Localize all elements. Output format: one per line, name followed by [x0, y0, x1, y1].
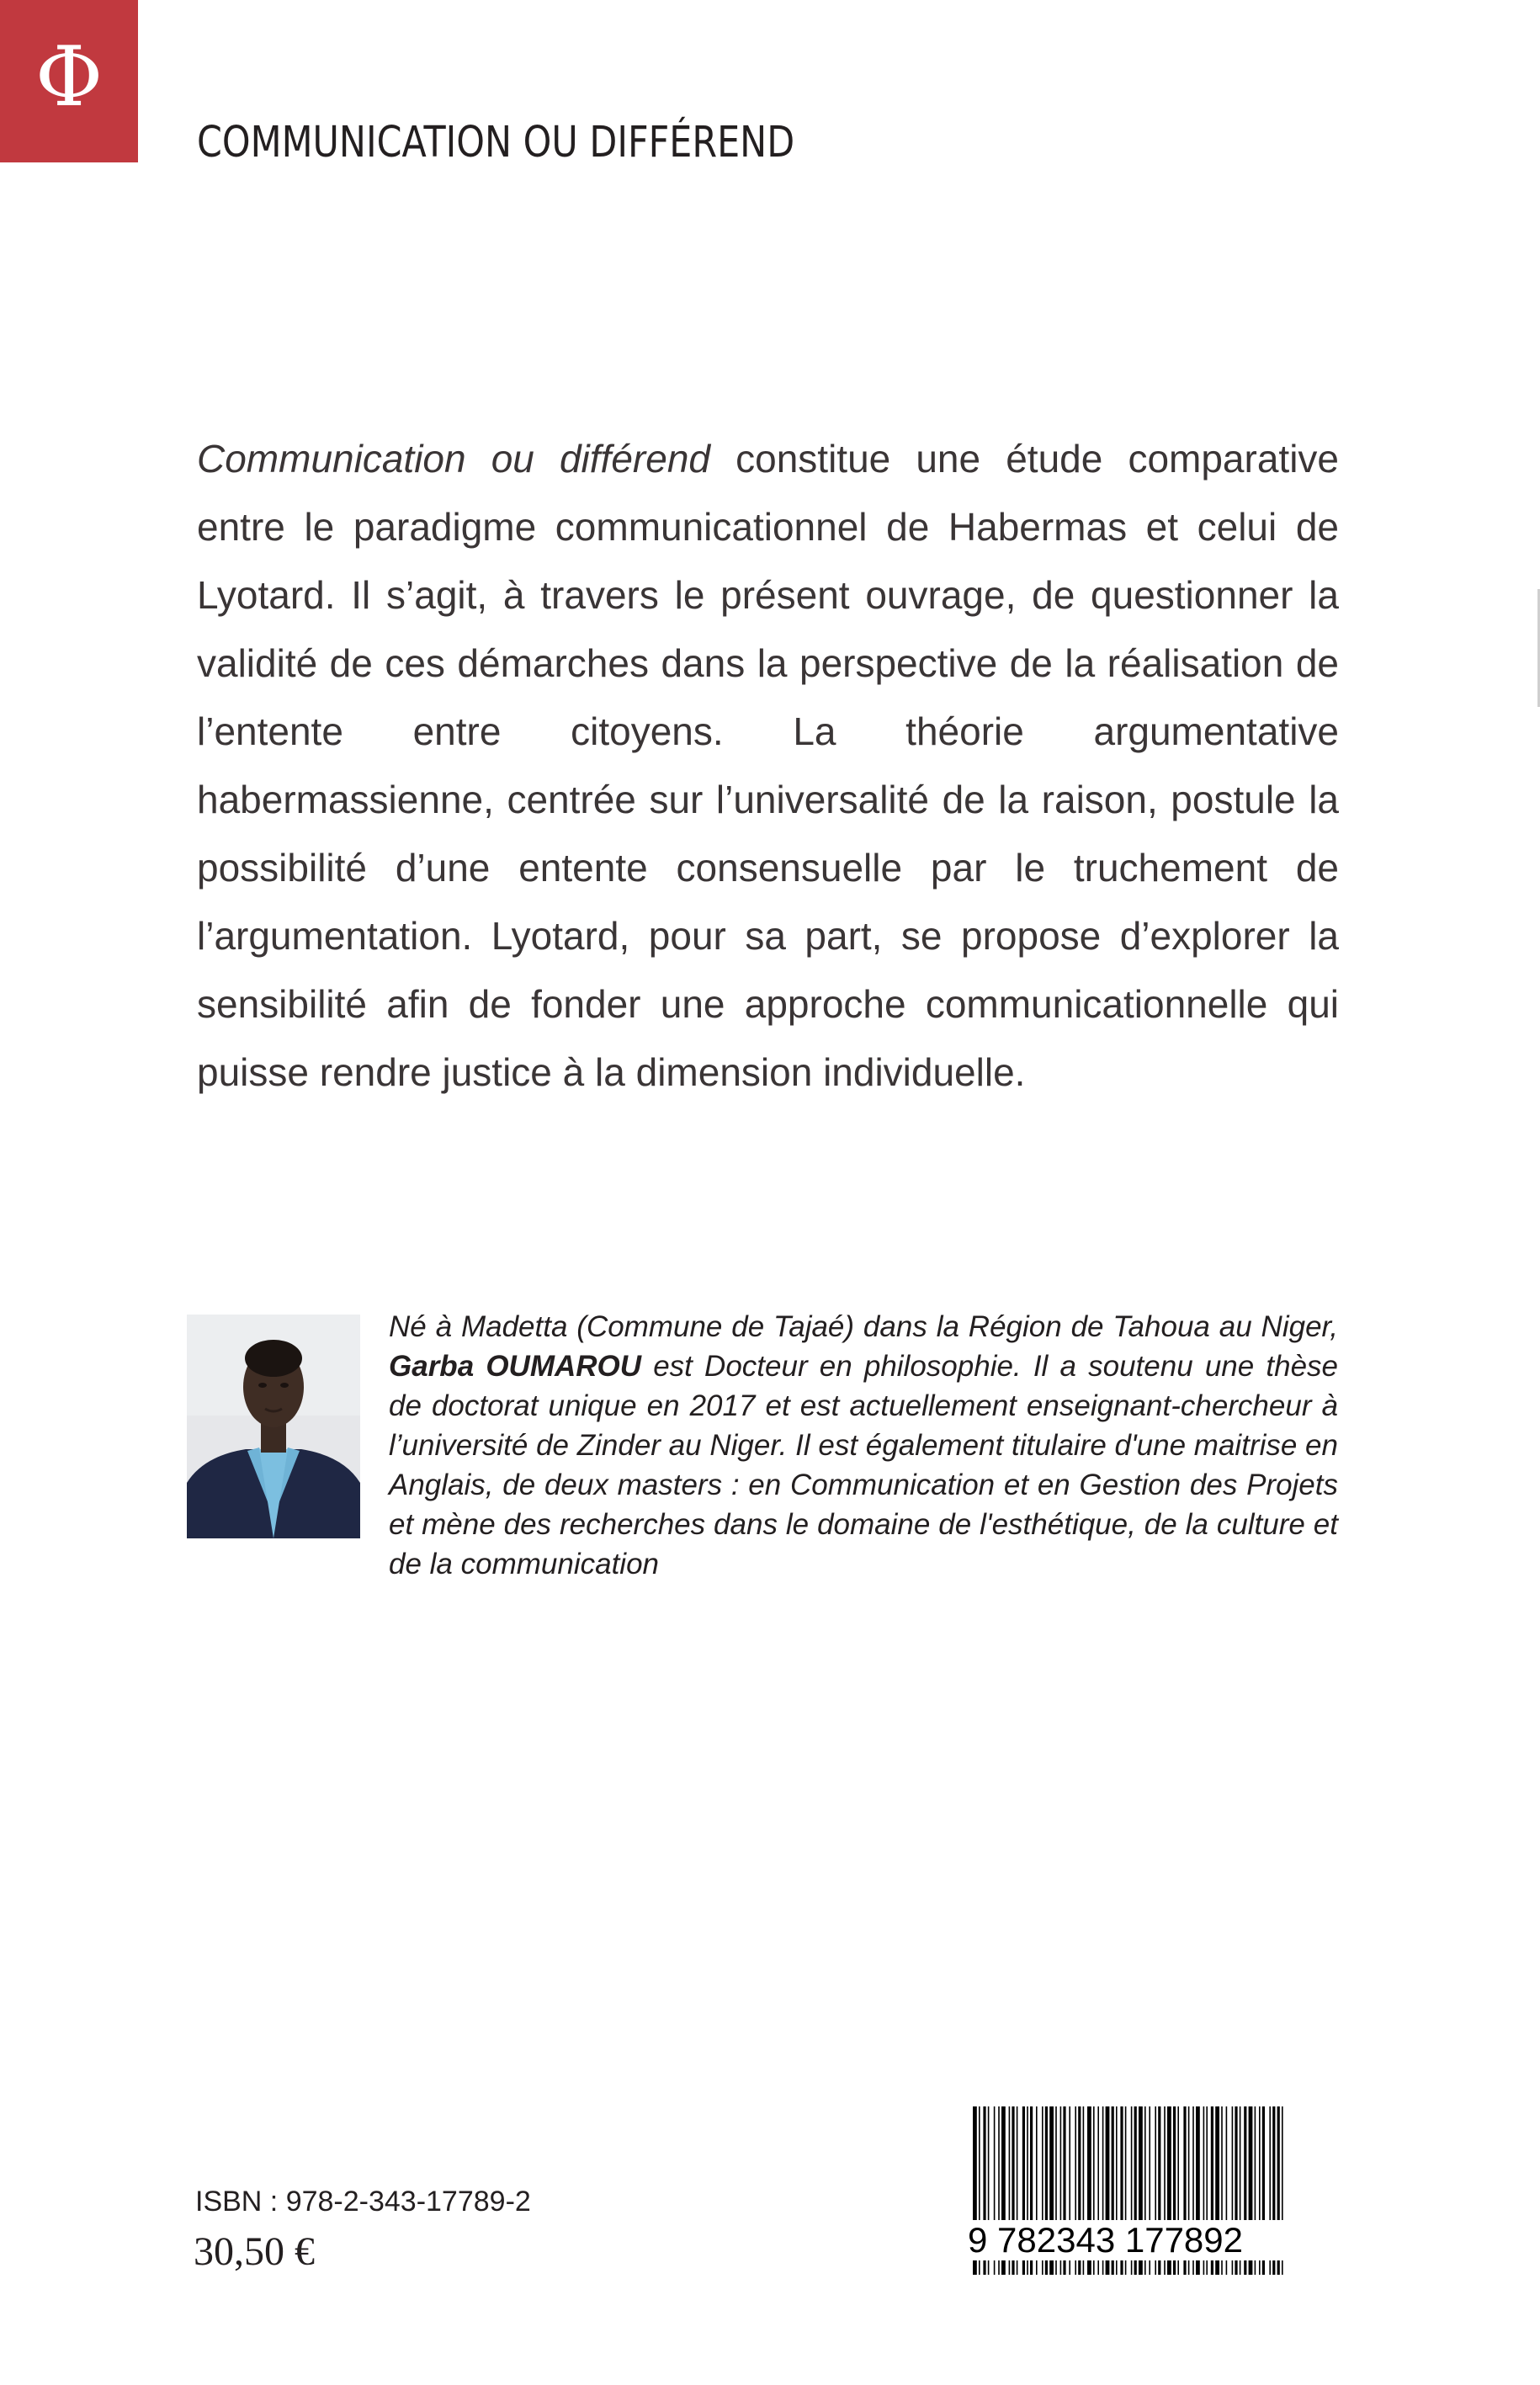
- author-portrait-icon: [187, 1315, 360, 1538]
- publisher-logo: [0, 0, 138, 162]
- summary-text: constitue une étude comparative entre le paradigme communicationnel de Habermas et celui de Lyotard. Il s’agit, à travers le présent ouvrage, de questionner la validité de ces démarches dans la perspective de la réalisation de l’entente entre citoyens. La théorie argumentative habermassienne, centrée sur l’universalité de la raison, postule la possibilité d’une entente consensuelle par le truchement de l’argumentation. Lyotard, pour sa part, se propose d’explorer la sensibilité afin de fonder une approche communicationnelle qui puisse rendre justice à la dimension individuelle.: [197, 437, 1339, 1094]
- author-bio: [389, 1307, 1338, 1584]
- author-photo: [187, 1315, 360, 1538]
- phi-logo-icon: Φ: [35, 29, 104, 125]
- book-title: COMMUNICATION OU DIFFÉREND: [197, 118, 795, 167]
- summary-title-italic: Communication ou différend: [197, 437, 710, 481]
- isbn-label: ISBN : 978-2-343-17789-2: [195, 2186, 531, 2218]
- author-name: Garba OUMAROU: [389, 1350, 642, 1383]
- bio-text-end: est Docteur en philosophie. Il a soutenu une thèse de doctorat unique en 2017 et est actuellement enseignant-chercheur à l’université de Zinder au Niger. Il est également titulaire d'une maitrise en Anglais, de deux masters : en Communication et en Gestion des Projets et mène des recherches dans le domaine de l'esthétique, de la culture et de la communication: [389, 1350, 1338, 1580]
- bio-text-start: Né à Madetta (Commune de Tajaé) dans la Région de Tahoua au Niger,: [389, 1310, 1338, 1343]
- price-label: 30,50 €: [194, 2229, 315, 2274]
- book-summary: [197, 425, 1339, 1107]
- barcode-digits: 9 782343 177892: [964, 2220, 1301, 2260]
